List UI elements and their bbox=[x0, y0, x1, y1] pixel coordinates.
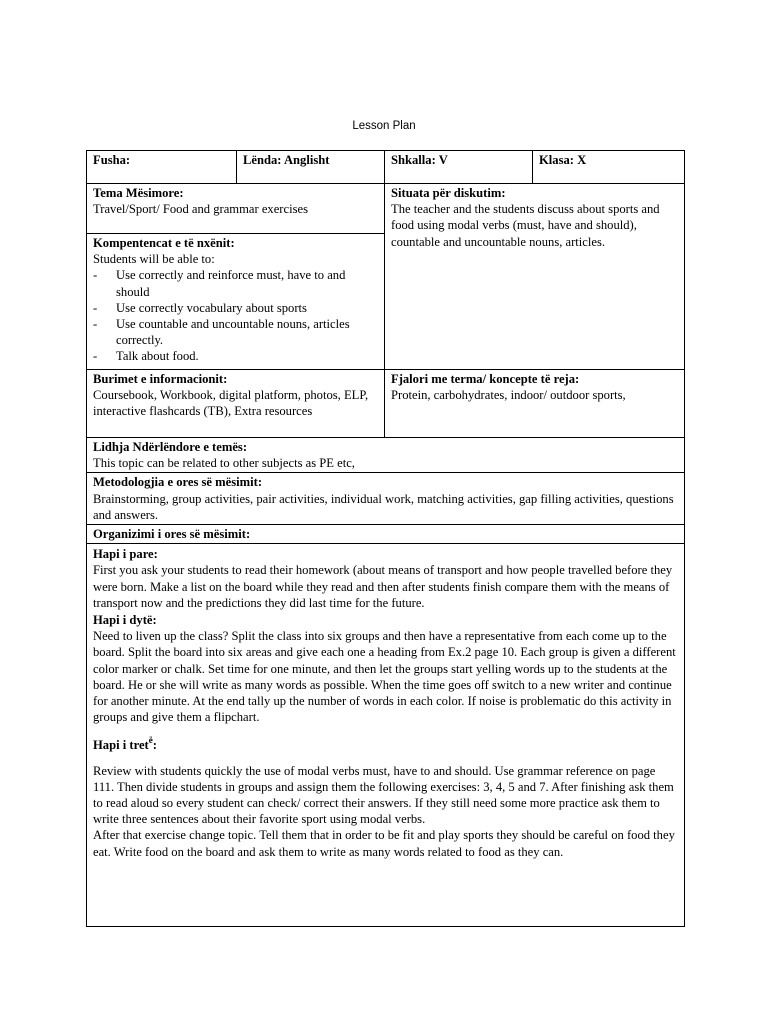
lesson-plan-table bbox=[86, 150, 685, 927]
hapi3-heading bbox=[93, 732, 678, 753]
lenda-label: Lënda: Anglisht bbox=[243, 153, 330, 167]
cell-metodologjia bbox=[87, 473, 685, 525]
kompetencat-list bbox=[93, 267, 378, 364]
hapi3-text-2: After that exercise change topic. Tell them that in order to be fit and play sports they should be careful on food they eat. Write food on the board and ask them to write as many words related to food as they can. bbox=[93, 828, 675, 859]
tema-row bbox=[87, 184, 685, 234]
kompetencat-intro: Students will be able to: bbox=[93, 252, 215, 267]
cell-hapat bbox=[87, 544, 685, 927]
burimet-row bbox=[87, 370, 685, 438]
hapi1-text: First you ask your students to read their homework (about means of transport and how people travelled before they were born. Make a list on the board while they read and then after students finish compare them with the means of transport now and the predictions they did last time for the future. bbox=[93, 563, 673, 610]
situata-text: The teacher and the students discuss about sports and food using modal verbs (must, have and should), countable and uncountable nouns, articles. bbox=[391, 202, 660, 249]
list-item: - Talk about food. bbox=[93, 348, 378, 364]
metodologjia-text: Brainstorming, group activities, pair activities, individual work, matching activities, gap filling activities, questions and answers. bbox=[93, 491, 674, 522]
list-item: - Use correctly and reinforce must, have to and should bbox=[93, 267, 378, 299]
hapi3-label: Hapi i tret bbox=[93, 738, 149, 753]
kompetencat-label: Kompentencat e të nxënit: bbox=[93, 236, 235, 250]
lidhja-row bbox=[87, 438, 685, 473]
cell-klasa bbox=[533, 151, 685, 184]
hapi3-label-sup: ë bbox=[148, 735, 153, 746]
lidhja-label: Lidhja Ndërlëndore e temës: bbox=[93, 440, 248, 454]
organizimi-row bbox=[87, 525, 685, 544]
header-row bbox=[87, 151, 685, 184]
cell-lenda bbox=[237, 151, 385, 184]
lidhja-text: This topic can be related to other subjects as PE etc, bbox=[93, 456, 355, 471]
cell-fjalori bbox=[385, 370, 685, 438]
fjalori-text: Protein, carbohydrates, indoor/ outdoor sports, bbox=[391, 388, 626, 403]
fjalori-label: Fjalori me terma/ koncepte të reja: bbox=[391, 372, 580, 386]
hapi3-text-1: Review with students quickly the use of modal verbs must, have to and should. Use grammar reference on page 111. Then divide students in groups and assign them the following exercises: 3, 4, 5 and 7. After finishing ask them to read aloud so every student can check/ correct their answers. If they still need some more practice ask them to write three sentences about their favorite sport using modal verbs. bbox=[93, 763, 674, 827]
cell-burimet bbox=[87, 370, 385, 438]
cell-organizimi bbox=[87, 525, 685, 544]
metodologjia-label: Metodologjia e ores së mësimit: bbox=[93, 475, 263, 490]
fusha-label: Fusha: bbox=[93, 153, 131, 167]
cell-tema bbox=[87, 184, 385, 234]
burimet-text: Coursebook, Workbook, digital platform, photos, ELP, interactive flashcards (TB), Extra resources bbox=[93, 388, 369, 419]
situata-label: Situata për diskutim: bbox=[391, 186, 506, 200]
list-item: - Use countable and uncountable nouns, articles correctly. bbox=[93, 316, 378, 348]
hapi2-text: Need to liven up the class? Split the class into six groups and then have a representative from each come up to the board. Split the board into six areas and give each one a heading from Ex.2 page 10. Each group is given a different color marker or chalk. Set time for one minute, and then let the groups start yelling words up to the students at the board. He or she will write as many words as possible. When the time goes off switch to a new writer and continue for another minute. At the end tally up the number of words in each color. If noise is problematic do this activity in groups and give them a flipchart. bbox=[93, 629, 676, 725]
hapat-row bbox=[87, 544, 685, 927]
shkalla-label: Shkalla: V bbox=[391, 153, 448, 167]
tema-text: Travel/Sport/ Food and grammar exercises bbox=[93, 202, 308, 217]
list-item: - Use correctly vocabulary about sports bbox=[93, 300, 378, 316]
cell-kompetencat bbox=[87, 234, 385, 370]
cell-fusha bbox=[87, 151, 237, 184]
klasa-label: Klasa: X bbox=[539, 153, 587, 167]
hapi2-label: Hapi i dytë: bbox=[93, 613, 157, 628]
cell-shkalla bbox=[385, 151, 533, 184]
hapi3-label-colon: : bbox=[152, 738, 157, 753]
cell-situata bbox=[385, 184, 685, 370]
burimet-label: Burimet e informacionit: bbox=[93, 372, 228, 386]
cell-lidhja bbox=[87, 438, 685, 473]
hapi1-label: Hapi i pare: bbox=[93, 547, 158, 562]
tema-label: Tema Mësimore: bbox=[93, 186, 184, 200]
document-title: Lesson Plan bbox=[352, 120, 416, 132]
organizimi-label: Organizimi i ores së mësimit: bbox=[93, 527, 251, 542]
metodologjia-row bbox=[87, 473, 685, 525]
